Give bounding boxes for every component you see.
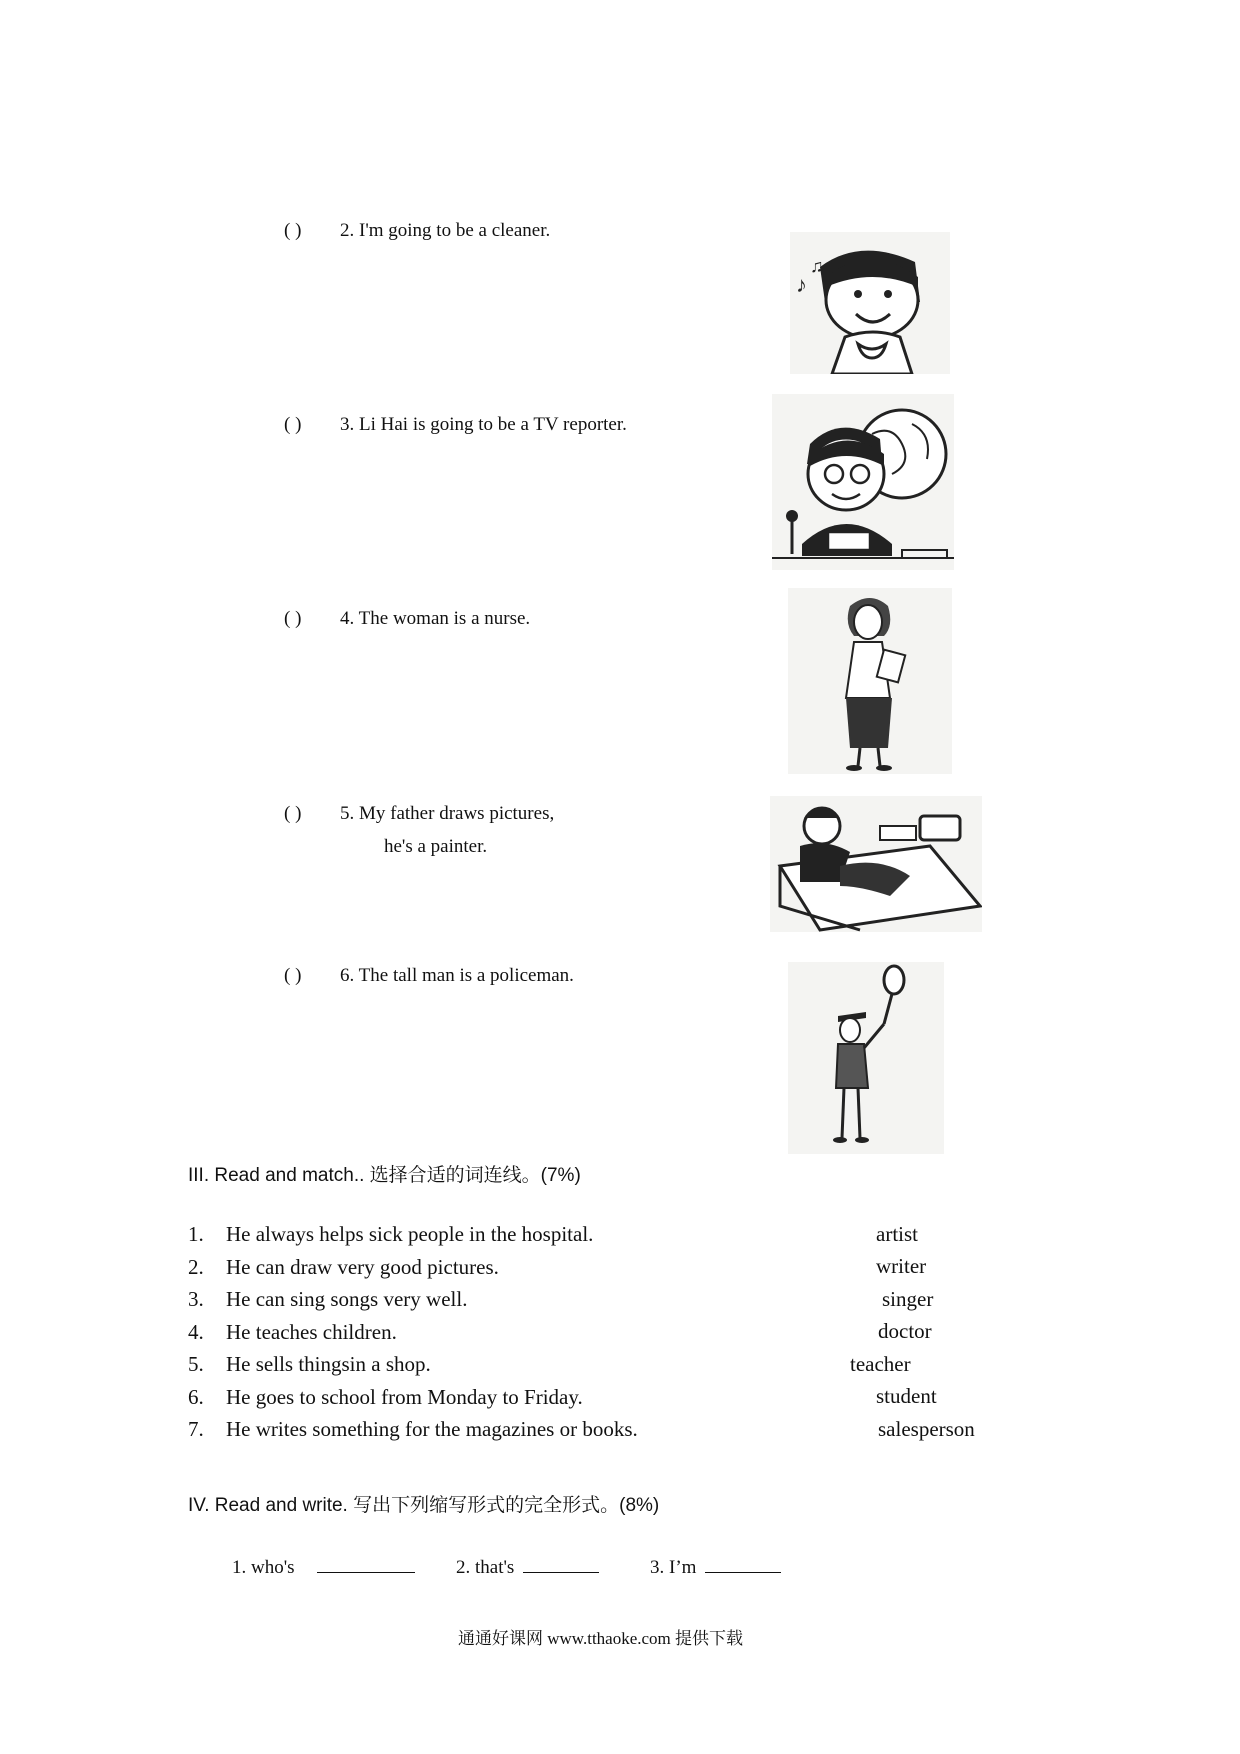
match-word-salesperson[interactable]: salesperson bbox=[878, 1417, 975, 1441]
tf-item-4 bbox=[284, 608, 530, 630]
tf-item-5-line2: he's a painter. bbox=[384, 836, 488, 857]
item-text: My father draws pictures, bbox=[359, 803, 555, 824]
match-sentence-6[interactable]: 6. He goes to school from Monday to Friday. bbox=[188, 1384, 583, 1409]
match-sentence-5[interactable]: 5. He sells thingsin a shop. bbox=[188, 1352, 431, 1376]
tv-reporter-icon bbox=[772, 394, 954, 570]
answer-bracket[interactable]: ( ) bbox=[284, 220, 302, 241]
tf-item-2 bbox=[284, 220, 550, 242]
section-3-title: III. Read and match.. 选择合适的词连线。(7%) bbox=[188, 1165, 581, 1186]
item-number: 4. bbox=[340, 608, 355, 629]
match-sentence-7[interactable]: 7. He writes something for the magazines or books. bbox=[188, 1417, 638, 1441]
traffic-policeman-icon bbox=[788, 962, 944, 1154]
match-word-student[interactable]: student bbox=[876, 1384, 937, 1408]
item-number: 6. bbox=[340, 965, 355, 986]
contraction-item-2: 2. that's bbox=[456, 1554, 599, 1579]
match-sentence-4[interactable]: 4. He teaches children. bbox=[188, 1319, 397, 1344]
tf-item-5 bbox=[284, 803, 554, 825]
answer-bracket[interactable]: ( ) bbox=[284, 803, 302, 824]
item-number: 2. bbox=[340, 220, 355, 241]
match-sentence-2[interactable]: 2. He can draw very good pictures. bbox=[188, 1254, 499, 1279]
contraction-item-3: 3. I’m bbox=[650, 1554, 781, 1579]
item-text: The woman is a nurse. bbox=[358, 608, 531, 629]
singer-boy-icon bbox=[790, 232, 950, 374]
match-word-doctor[interactable]: doctor bbox=[878, 1319, 932, 1343]
answer-bracket[interactable]: ( ) bbox=[284, 608, 302, 629]
match-sentence-1[interactable]: 1. He always helps sick people in the hospital. bbox=[188, 1222, 594, 1246]
tf-item-3 bbox=[284, 414, 627, 436]
svg-text:♪: ♪ bbox=[796, 272, 807, 297]
match-sentence-3[interactable]: 3. He can sing songs very well. bbox=[188, 1287, 468, 1311]
item-text: The tall man is a policeman. bbox=[358, 965, 574, 986]
answer-bracket[interactable]: ( ) bbox=[284, 414, 302, 435]
tf-item-6 bbox=[284, 965, 574, 987]
answer-blank-3[interactable] bbox=[705, 1554, 781, 1573]
match-word-singer[interactable]: singer bbox=[882, 1287, 934, 1311]
section-4-title: IV. Read and write. 写出下列缩写形式的完全形式。(8%) bbox=[188, 1495, 660, 1516]
item-text: I'm going to be a cleaner. bbox=[359, 220, 551, 241]
match-sentences bbox=[188, 1222, 638, 1450]
match-word-writer[interactable]: writer bbox=[876, 1254, 927, 1278]
footer-source: 通通好课网 www.tthaoke.com 提供下载 bbox=[458, 1629, 744, 1648]
svg-text:♫: ♫ bbox=[810, 256, 824, 276]
contraction-item-1: 1. who's bbox=[232, 1554, 415, 1579]
item-number: 5. bbox=[340, 803, 355, 824]
answer-bracket[interactable]: ( ) bbox=[284, 965, 302, 986]
woman-clipboard-icon bbox=[788, 588, 952, 774]
answer-blank-2[interactable] bbox=[523, 1554, 599, 1573]
answer-blank-1[interactable] bbox=[317, 1554, 415, 1573]
match-word-artist[interactable]: artist bbox=[876, 1222, 918, 1246]
man-at-desk-icon bbox=[770, 796, 982, 932]
match-word-teacher[interactable]: teacher bbox=[850, 1352, 911, 1376]
item-number: 3. bbox=[340, 414, 355, 435]
item-text: Li Hai is going to be a TV reporter. bbox=[359, 414, 627, 435]
